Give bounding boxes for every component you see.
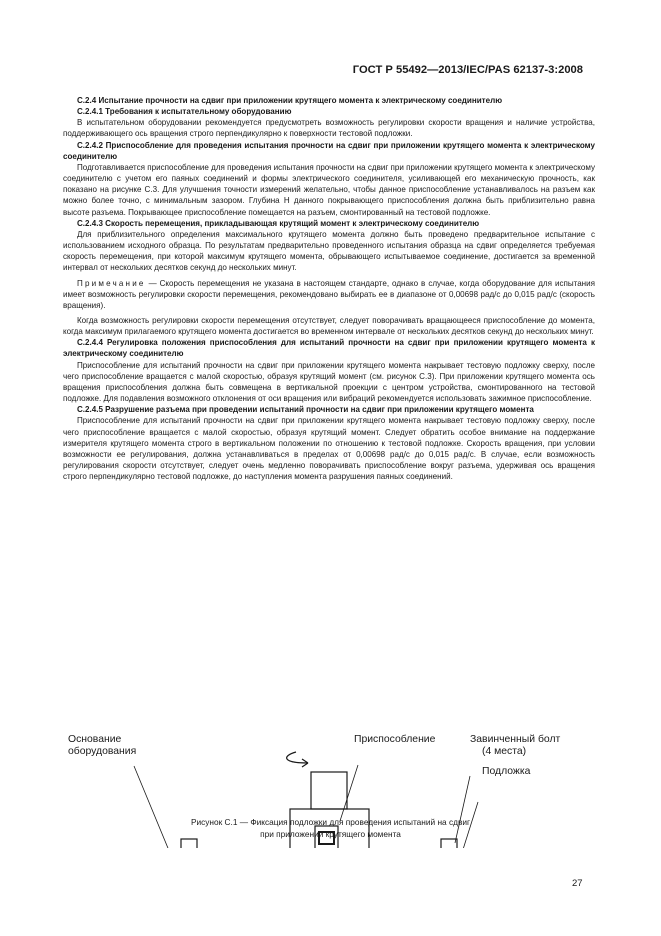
heading-c-2-4-5: С.2.4.5 Разрушение разъема при проведении испытаний прочности на сдвиг при приложении крутящего момента: [77, 405, 534, 415]
bolt-head-left: [181, 839, 197, 848]
caption-line2: при приложении крутящего момента: [260, 828, 401, 839]
figure-caption: [0, 817, 661, 840]
label-bolt-line2: (4 места): [482, 746, 527, 757]
paragraph: Приспособление для испытаний прочности на сдвиг при приложении крутящего момента накрывает тестовую подложку сверху, после чего приспособление вращается с малой скоростью, образуя крутящий момент (см. рисунок С.3). При приложении крутящего момента ось вращения приспособления должна быть совмещена в вертикальной проекции с центром устройства, смонтированного на тестовой подложке. Для подавления возможного отклонения от оси вращения или вибраций рекомендуется использовать зажимное приспособление.: [63, 360, 595, 404]
paragraph: В испытательном оборудовании рекомендуется предусмотреть возможность регулировки скорости вращения и наличие устройства, поддерживающего ось вращения строго перпендикулярно к поверхности тестовой подложки.: [63, 118, 595, 139]
paragraph: Для приблизительного определения максимального крутящего момента должно быть проведено предварительное испытание с использованием исходного образца. По результатам предварительно проведенного испытания образца на сдвиг определяется требуемая скорость перемещения, при которой максимум крутящего момента, обрывающего испытываемое соединение, достигается за временной интервал от нескольких десятков секунд до нескольких минут.: [63, 229, 595, 273]
body-text: [63, 95, 595, 482]
heading-c-2-4-4: С.2.4.4 Регулировка положения приспособления для испытаний прочности на сдвиг при приложении крутящего момента к электрическому соединителю: [63, 338, 595, 359]
label-bolt-line1: Завинченный болт: [470, 734, 561, 745]
caption-line1: Рисунок С.1 — Фиксация подложки для проведения испытаний на сдвиг: [190, 817, 471, 827]
fixture-top: [311, 772, 347, 809]
heading-c-2-4-2: С.2.4.2 Приспособление для проведения испытания прочности на сдвиг при приложении крутящего момента к электрическому соединителю: [63, 140, 595, 161]
label-base-line1: Основание: [68, 734, 122, 745]
note-label: Примечание: [77, 278, 146, 288]
note-text: — Скорость перемещения не указана в настоящем стандарте, однако в случае, когда оборудование для испытания имеет возможность регулировки скорости перемещения, рекомендовано выбирать ее в диапазоне от 0,00698 рад/с до 0,015 рад/с (скорость вращения).: [63, 278, 595, 310]
note: [63, 278, 595, 311]
bolt-head-right: [441, 839, 457, 848]
heading-c-2-4-1: С.2.4.1 Требования к испытательному оборудованию: [77, 107, 292, 117]
label-fixture: Приспособление: [354, 734, 436, 745]
paragraph: Приспособление для испытаний прочности на сдвиг при приложении крутящего момента накрывает тестовую подложку сверху, после чего приспособление вращается с малой скоростью, образуя крутящий момент. Следует обратить особое внимание на поддержание измерителя крутящего момента строго в вертикальном положении по отношению к тестовой подложке. Скорость вращения, при условии возможности ее регулирования, должна устанавливаться в пределах от 0,00698 рад/с до 0,015 рад/с. В случае, если возможность регулирования скорости отсутствует, следует очень медленно поворачивать приспособление вокруг разъема, удерживая ось вращения строго перпендикулярно тестовой подложке, до наступления момента разрушения паяных соединений.: [63, 416, 595, 482]
paragraph: Подготавливается приспособление для проведения испытания прочности на сдвиг при приложении крутящего момента к электрическому соединителю с учетом его паяных соединений и формы электрического соединителя, усиливающей его механическую прочность, как показано на рисунке С.3. Для улучшения точности измерений желательно, чтобы данное приспособление устанавливалось на разъем как можно более точно, с минимальным зазором. Глубина Н данного покрывающего приспособления должна быть приблизительно равна высоте разъема. Покрывающее приспособление помещается на разъем, смонтированный на тестовой подложке.: [63, 162, 595, 217]
heading-c-2-4: С.2.4 Испытание прочности на сдвиг при приложении крутящего момента к электрическому соединителю: [77, 96, 503, 105]
paragraph: Когда возможность регулировки скорости перемещения отсутствует, следует поворачивать вращающееся приспособление до момента, когда максимум прилагаемого крутящего момента достигается во временном интервале от нескольких десятков секунд до нескольких минут.: [63, 315, 595, 337]
document-header: ГОСТ Р 55492—2013/IEC/PAS 62137-3:2008: [352, 64, 583, 76]
label-base-line2: оборудования: [68, 746, 137, 757]
heading-c-2-4-3: С.2.4.3 Скорость перемещения, прикладывающая крутящий момент к электрическому соединителю: [77, 218, 480, 228]
label-substrate: Подложка: [482, 766, 531, 777]
page-number: 27: [572, 878, 583, 889]
